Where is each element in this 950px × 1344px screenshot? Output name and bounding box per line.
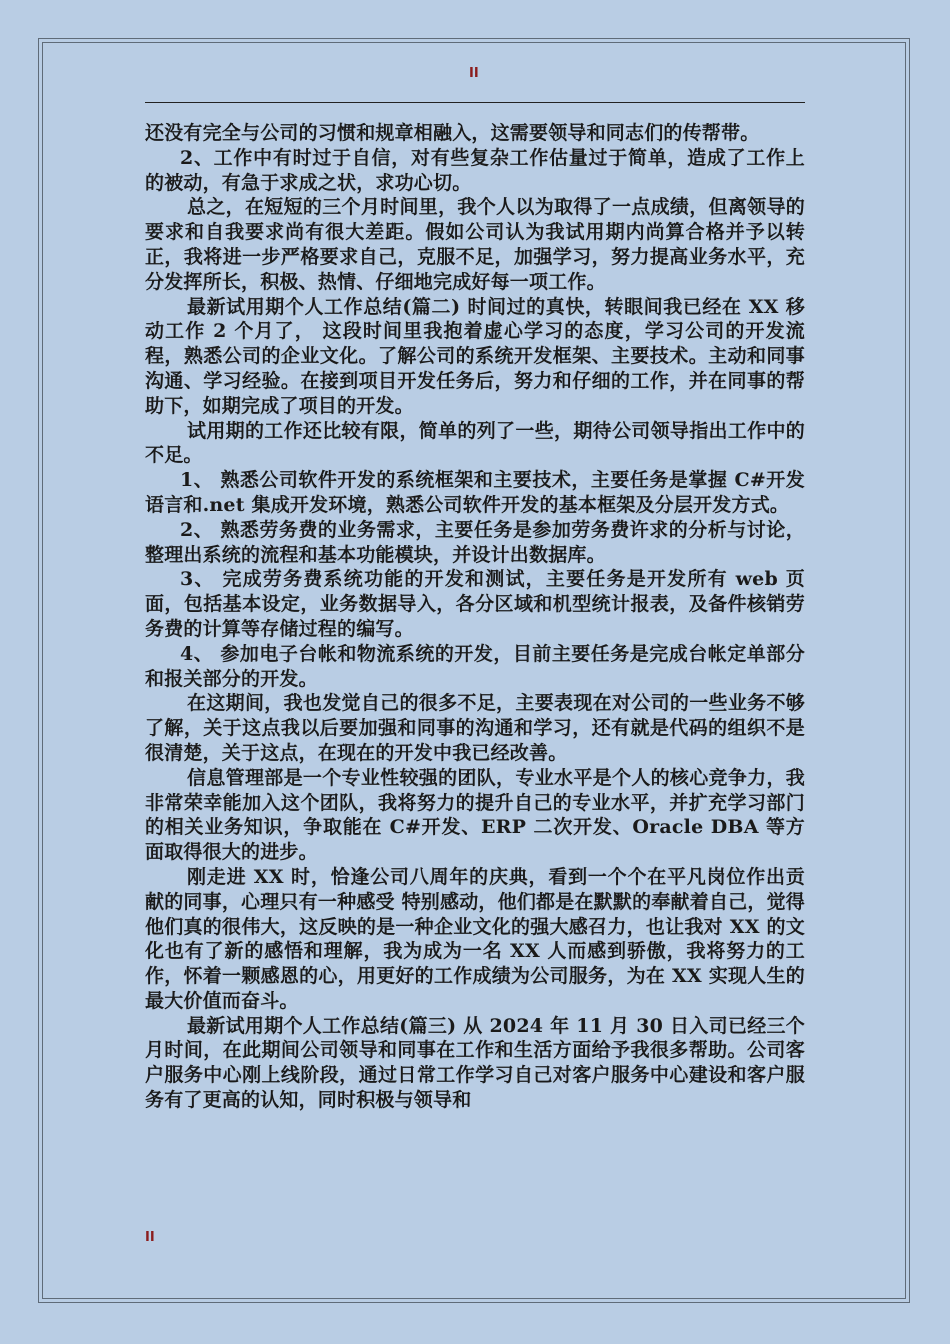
paragraph: 3、 完成劳务费系统功能的开发和测试，主要任务是开发所有 web 页面，包括基本设定，业务数据导入，各分区域和机型统计报表，及备件核销劳务费的计算等存储过程的编写。 <box>145 568 805 640</box>
paragraph: 还没有完全与公司的习惯和规章相融入，这需要领导和同志们的传帮带。 <box>145 122 760 144</box>
paragraph: 在这期间，我也发觉自己的很多不足，主要表现在对公司的一些业务不够了解，关于这点我以后要加强和同事的沟通和学习，还有就是代码的组织不是很清楚，关于这点，在现在的开发中我已经改善。 <box>145 692 805 764</box>
paragraph: 信息管理部是一个专业性较强的团队，专业水平是个人的核心竞争力，我非常荣幸能加入这个团队，我将努力的提升自己的专业水平，并扩充学习部门的相关业务知识，争取能在 C#开发、ERP 二次开发、Oracle DBA 等方面取得很大的进步。 <box>145 766 805 864</box>
paragraph: 最新试用期个人工作总结(篇二) 时间过的真快，转眼间我已经在 XX 移动工作 2 个月了， 这段时间里我抱着虚心学习的态度，学习公司的开发流程，熟悉公司的企业文化。了解公司的系统开发框架、主要技术。主动和同事沟通、学习经验。在接到项目开发任务后，努力和仔细的工作，并在同事的帮助下，如期完成了项目的开发。 <box>145 295 805 417</box>
paragraph: 2、工作中有时过于自信，对有些复杂工作估量过于简单，造成了工作上的被动，有急于求成之状，求功心切。 <box>145 146 805 194</box>
paragraph: 4、 参加电子台帐和物流系统的开发，目前主要任务是完成台帐定单部分和报关部分的开发。 <box>145 642 805 690</box>
paragraph: 1、 熟悉公司软件开发的系统框架和主要技术，主要任务是掌握 C#开发语言和.net 集成开发环境，熟悉公司软件开发的基本框架及分层开发方式。 <box>145 469 805 516</box>
paragraph: 总之，在短短的三个月时间里，我个人以为取得了一点成绩，但离领导的要求和自我要求尚有很大差距。假如公司认为我试用期内尚算合格并予以转正，我将进一步严格要求自己，克服不足，加强学习，努力提高业务水平，充分发挥所长，积极、热情、仔细地完成好每一项工作。 <box>145 196 805 293</box>
paragraph: 刚走进 XX 时，恰逢公司八周年的庆典，看到一个个在平凡岗位作出贡献的同事，心理只有一种感受 特别感动，他们都是在默默的奉献着自己，觉得他们真的很伟大，这反映的是一种企业文化的强大感召力，也让我对 XX 的文化也有了新的感悟和理解，我为成为一名 XX 人而感到骄傲，我将努力的工作，怀着一颗感恩的心，用更好的工作成绩为公司服务，为在 XX 实现人生的最大价值而奋斗。 <box>145 865 805 1012</box>
paragraph: 最新试用期个人工作总结(篇三) 从 2024 年 11 月 30 日入司已经三个月时间，在此期间公司领导和同事在工作和生活方面给予我很多帮助。公司客户服务中心刚上线阶段，通过日常工作学习自己对客户服务中心建设和客户服务有了更高的认知，同时积极与领导和 <box>145 1014 805 1112</box>
paragraph: 2、 熟悉劳务费的业务需求，主要任务是参加劳务费许求的分析与讨论，整理出系统的流程和基本功能模块，并设计出数据库。 <box>145 518 805 566</box>
header-rule <box>145 102 805 103</box>
footer-page-mark: II <box>145 1230 155 1245</box>
document-body <box>145 121 805 1113</box>
paragraph: 试用期的工作还比较有限，简单的列了一些，期待公司领导指出工作中的不足。 <box>145 419 805 467</box>
header-page-mark: II <box>469 66 479 81</box>
